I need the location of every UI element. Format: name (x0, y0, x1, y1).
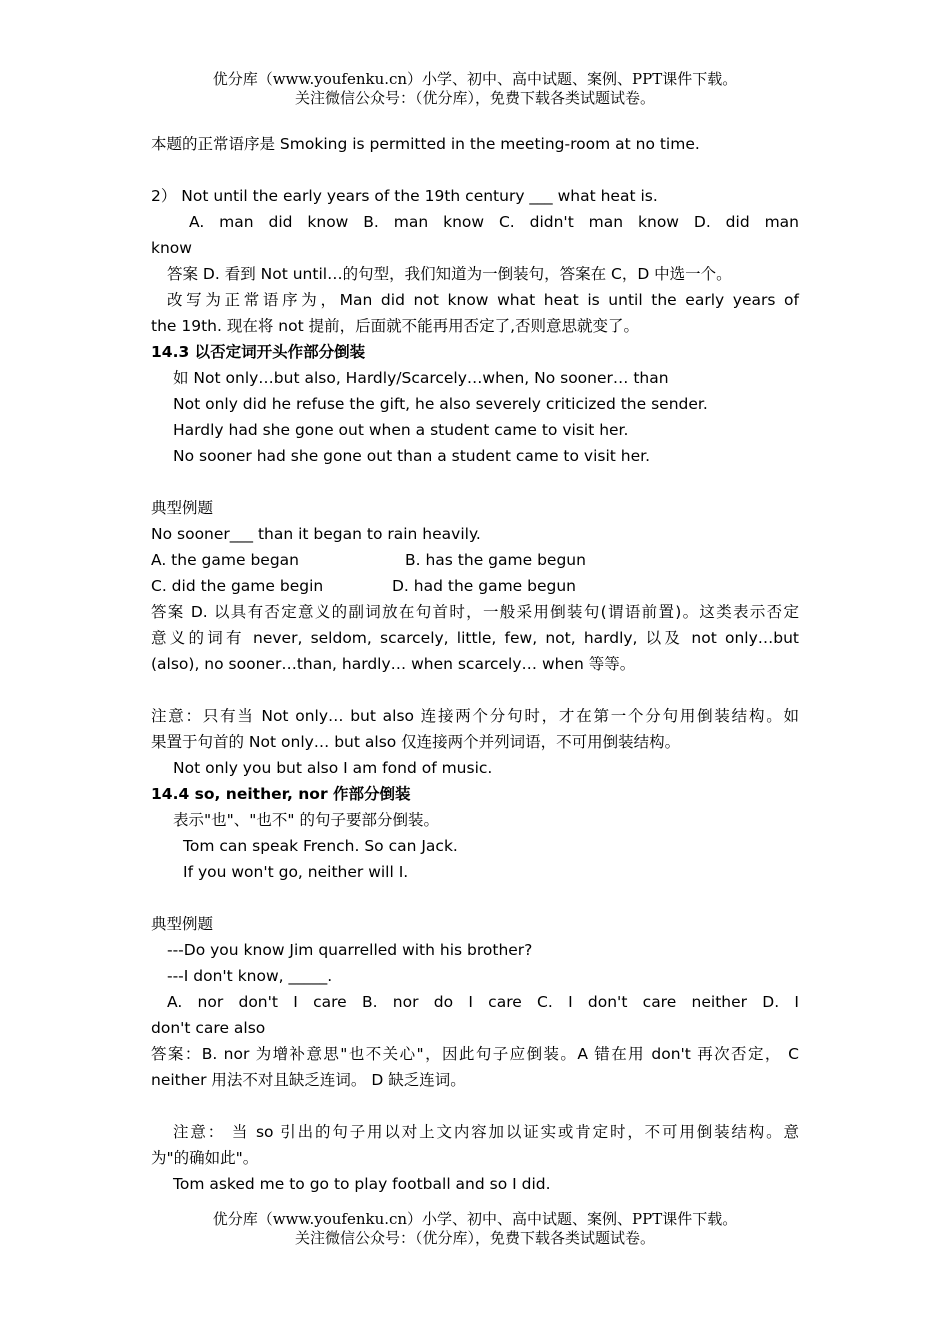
note-2-example: Tom asked me to go to play football and so I did. (173, 1175, 551, 1193)
note-2: 注意： 当 so 引出的句子用以对上文内容加以证实或肯定时，不可用倒装结构。意 (173, 1123, 799, 1141)
header-line-1: 优分库（www.youfenku.cn）小学、初中、高中试题、案例、PPT课件下载。 (212, 70, 738, 88)
page-footer (0, 1210, 950, 1248)
question-2-options: A. man did know B. man know C. didn't man know D. did man (189, 213, 799, 231)
section-14-3-example-2: Hardly had she gone out when a student came to visit her. (173, 421, 629, 439)
typical-example-heading-1: 典型例题 (151, 499, 214, 517)
question-3-option-d: D. had the game begun (392, 577, 577, 595)
question-2-options-cont: know (151, 239, 192, 257)
section-14-3-intro: 如 Not only…but also, Hardly/Scarcely…when, No sooner… than (173, 369, 669, 387)
header-line-2: 关注微信公众号：（优分库），免费下载各类试题试卷。 (294, 89, 655, 107)
section-14-4-title: 14.4 so, neither, nor 作部分倒装 (151, 785, 411, 803)
section-14-4-intro: 表示"也"、"也不" 的句子要部分倒装。 (173, 811, 439, 829)
section-14-3-title: 14.3 以否定词开头作部分倒装 (151, 343, 366, 361)
section-14-3-example-1: Not only did he refuse the gift, he also severely criticized the sender. (173, 395, 708, 413)
question-3-option-a: A. the game began (151, 551, 299, 569)
question-3-answer-cont-1: 意义的词有 never, seldom, scarcely, little, few, not, hardly, 以及 not only…but (151, 629, 799, 647)
section-14-4-example-2: If you won't go, neither will I. (183, 863, 409, 881)
question-2-stem: 2） Not until the early years of the 19th century ___ what heat is. (151, 187, 658, 205)
question-4-options-cont: don't care also (151, 1019, 266, 1037)
question-3-option-b: B. has the game begun (405, 551, 586, 569)
page-header (0, 70, 950, 108)
note-1-cont: 果置于句首的 Not only… but also 仅连接两个并列词语，不可用倒装结构。 (151, 733, 681, 751)
question-4-answer-cont: neither 用法不对且缺乏连词。 D 缺乏连词。 (151, 1071, 466, 1089)
question-3-answer: 答案 D. 以具有否定意义的副词放在句首时，一般采用倒装句(谓语前置)。这类表示否定 (151, 603, 799, 621)
question-2-answer: 答案 D. 看到 Not until…的句型，我们知道为一倒装句，答案在 C，D 中选一个。 (167, 265, 732, 283)
footer-line-2: 关注微信公众号：（优分库），免费下载各类试题试卷。 (294, 1229, 655, 1247)
section-14-4-example-1: Tom can speak French. So can Jack. (183, 837, 458, 855)
note-1: 注意：只有当 Not only… but also 连接两个分句时，才在第一个分句用倒装结构。如 (151, 707, 799, 725)
question-4-line-2: ---I don't know, _____. (167, 967, 333, 985)
question-3-stem: No sooner___ than it began to rain heavily. (151, 525, 481, 543)
question-3-option-c: C. did the game begin (151, 577, 324, 595)
question-3-options-row-2 (151, 573, 799, 599)
question-2-rewrite: 改写为正常语序为，Man did not know what heat is until the early years of (167, 291, 799, 309)
footer-line-1: 优分库（www.youfenku.cn）小学、初中、高中试题、案例、PPT课件下载。 (212, 1210, 738, 1228)
normal-order-note: 本题的正常语序是 Smoking is permitted in the meeting-room at no time. (151, 135, 700, 153)
question-4-answer: 答案：B. nor 为增补意思"也不关心"，因此句子应倒装。A 错在用 don't 再次否定， C (151, 1045, 799, 1063)
question-4-line-1: ---Do you know Jim quarrelled with his brother? (167, 941, 533, 959)
question-3-options-row-1 (151, 547, 799, 573)
note-1-example: Not only you but also I am fond of music. (173, 759, 493, 777)
section-14-3-example-3: No sooner had she gone out than a student came to visit her. (173, 447, 651, 465)
document-body (151, 131, 799, 1197)
question-2-rewrite-cont: the 19th. 现在将 not 提前，后面就不能再用否定了,否则意思就变了。 (151, 317, 640, 335)
question-3-answer-cont-2: (also), no sooner…than, hardly… when scarcely… when 等等。 (151, 655, 636, 673)
typical-example-heading-2: 典型例题 (151, 915, 214, 933)
note-2-cont: 为"的确如此"。 (151, 1149, 259, 1167)
question-4-options: A. nor don't I care B. nor do I care C. I don't care neither D. I (167, 993, 799, 1011)
